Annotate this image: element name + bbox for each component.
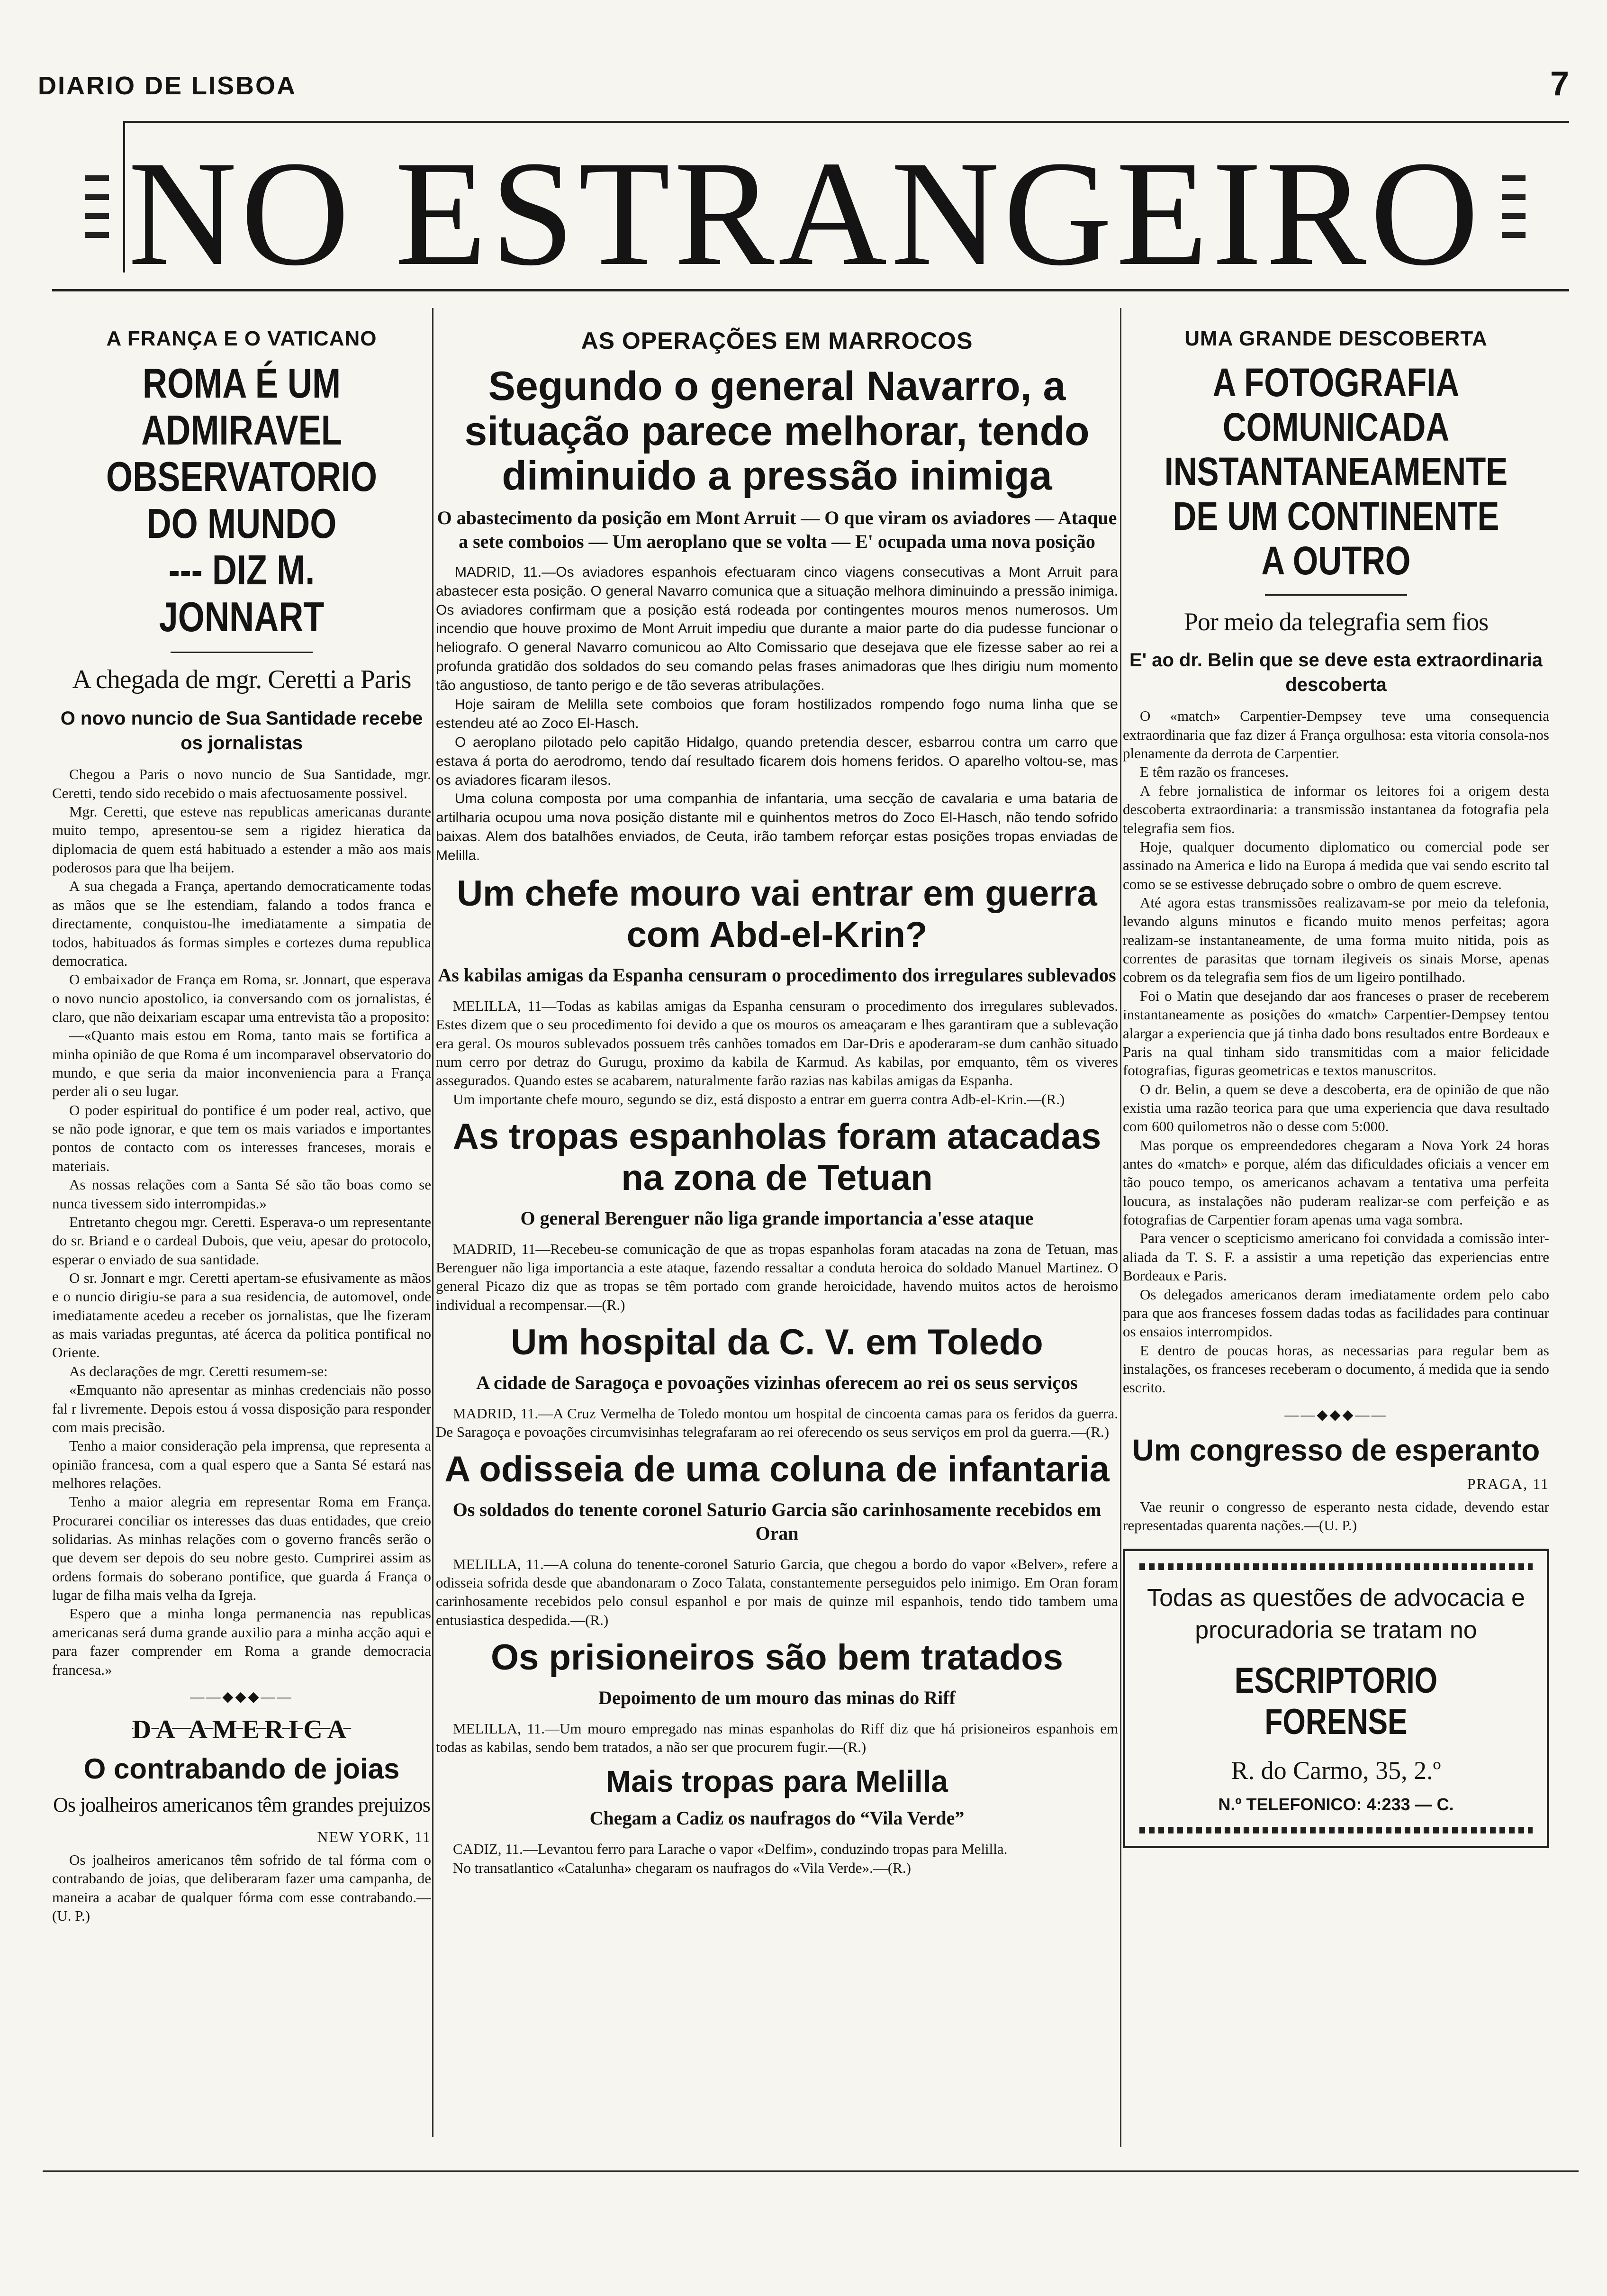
dateline-new-york: NEW YORK, 11 — [317, 1828, 431, 1845]
separator-ornament: ——◆◆◆—— — [190, 1688, 293, 1705]
column-center — [436, 308, 1118, 2142]
article-body-odisseia — [436, 1555, 1118, 1629]
column-left — [52, 308, 431, 2147]
article-body-tetuan — [436, 1240, 1118, 1314]
article-body-vatican — [52, 765, 431, 1679]
paragraph: —«Quanto mais estou em Roma, tanto mais se fortifica a minha opinião de que Roma é um incomparavel observatorio do mundo, e que seria da maior inconveniencia para a França perder ali o seu lugar. — [52, 1027, 431, 1100]
paragraph: MADRID, 11.—A Cruz Vermelha de Toledo montou um hospital de cincoenta camas para os feridos da guerra. De Saragoça e povoações circumvisinhas telegrafaram ao rei oferecendo os seus serviços em prol da guerra.—(R.) — [436, 1405, 1118, 1440]
paragraph: O poder espiritual do pontifice é um poder real, activo, que se não pode ignorar, e que tem os mais variados e importantes pontos de contacto com os interesses franceses, morais e materiais. — [52, 1101, 431, 1174]
dateline-praga: PRAGA, 11 — [1467, 1475, 1549, 1492]
paragraph: A sua chegada a França, apertando democraticamente todas as mãos que se lhe estendiam, falando a todos franca e directamente, conquistou-lhe imediatamente a simpatia de todos, habituados ás formas simples e cortezes duma republica democratica. — [52, 878, 431, 969]
paragraph: A febre jornalistica de informar os leitores foi a origem desta descoberta extraordinaria: a transmissão instantanea da fotografia pela telegrafia sem fios. — [1123, 782, 1549, 836]
paragraph: Hoje sairam de Melilla sete comboios que foram hostilizados rompendo fogo numa linha que se estendeu até ao Zoco El-Hasch. — [436, 697, 1118, 731]
paragraph: Tenho a maior consideração pela imprensa, que representa a opinião francesa, com a qual espero que a Santa Sé estará nas melhores relações. — [52, 1437, 431, 1491]
kicker-marrocos: AS OPERAÇÕES EM MARROCOS — [581, 327, 973, 354]
deck-oran: Os soldados do tenente coronel Saturio Garcia são carinhosamente recebidos em Oran — [452, 1498, 1101, 1544]
masthead-ornament-right — [1502, 175, 1526, 251]
headline-navarro: Segundo o general Navarro, a situação parece melhorar, tendo diminuido a pressão inimiga — [464, 363, 1090, 499]
headline-line-3: --- DIZ M. JONNART — [159, 546, 325, 640]
article-body-prisioneiros — [436, 1719, 1118, 1757]
column-right — [1123, 308, 1549, 2142]
paragraph: O sr. Jonnart e mgr. Ceretti apertam-se efusivamente as mãos e o nuncio dirigiu-se para a sua residencia, de automovel, onde imediatamente acedeu a receber os jornalistas, que lhe fizeram as mais variadas preguntas, até ácerca da politica pontifical no Oriente. — [52, 1269, 431, 1361]
paragraph: Os delegados americanos deram imediatamente ordem pelo cabo para que aos franceses fossem dadas todas as facilidades para continuar os ensaios interrompidos. — [1123, 1286, 1549, 1340]
paragraph: CADIZ, 11.—Levantou ferro para Larache o vapor «Delfim», conduzindo tropas para Melilla. — [453, 1841, 1008, 1858]
headline-contrabando: O contrabando de joias — [83, 1752, 400, 1785]
paragraph: Uma coluna composta por uma companhia de infantaria, uma secção de cavalaria e uma bataria de artilharia ocupou uma nova posição distante mil e quinhentos metros do Zoco El-Hasch, não tendo sofrido baixas. Alem dos batalhões enviados, de Ceuta, irão tambem reforçar estas posições tropas enviadas de Melilla. — [436, 791, 1118, 864]
section-masthead — [85, 130, 1526, 297]
paragraph: Até agora estas transmissões realizavam-se por meio da telefonia, levando alguns minutos e ficando muito menos perfeitas; agora realizam-se instantaneamente, de uma forma muito nitida, pois as correntes de parasitas que tornam ilegiveis os sinais Morse, apenas cobrem os da telegrafia sem fios de um ligeiro pontilhado. — [1123, 894, 1549, 986]
article-body-kabilas — [436, 997, 1118, 1108]
deck-kabilas: As kabilas amigas da Espanha censuram o procedimento dos irregulares sublevados — [438, 964, 1116, 986]
frame-top-rule — [123, 121, 1569, 123]
paragraph: Mgr. Ceretti, que esteve nas republicas americanas durante muito tempo, apresentou-se sem a rigidez hieratica da diplomacia de quem está habituado a estender a mão aos mais poderosos para que lha beijem. — [52, 803, 431, 876]
deck-berenguer: O general Berenguer não liga grande importancia a'esse ataque — [520, 1207, 1034, 1229]
headline-chefe-mouro: Um chefe mouro vai entrar em guerra com Abd-el-Krin? — [457, 873, 1097, 955]
ad-company-name-text: ESCRIPTORIO FORENSE — [1234, 1660, 1438, 1742]
deck-vila-verde: Chegam a Cadiz os naufragos do “Vila Verde” — [589, 1807, 965, 1829]
column-divider-1 — [432, 308, 433, 2137]
subheadline-ceretti: A chegada de mgr. Ceretti a Paris — [72, 665, 411, 695]
kicker-descoberta: UMA GRANDE DESCOBERTA — [1184, 327, 1488, 350]
paragraph: O embaixador de França em Roma, sr. Jonnart, que esperava o novo nuncio apostolico, ia conversando com os jornalistas, é claro, que não deixariam escapar uma entrevista tão a proposito: — [52, 971, 431, 1025]
paragraph: Os joalheiros americanos têm sofrido de tal fórma com o contrabando de joias, que deliberaram fazer uma campanha, de maneira a acabar de qualquer fórma com esse contrabando.—(U. P.) — [52, 1851, 431, 1924]
deck-riff: Depoimento de um mouro das minas do Riff — [598, 1687, 956, 1708]
ad-phone: N.º TELEFONICO: 4:233 — C. — [1218, 1794, 1454, 1814]
advertisement-escriptorio-forense — [1123, 1549, 1549, 1848]
article-body-esperanto — [1123, 1497, 1549, 1535]
deck-joalheiros: Os joalheiros americanos têm grandes prejuizos — [53, 1793, 430, 1816]
article-body-fotografia — [1123, 707, 1549, 1397]
paragraph: No transatlantico «Catalunha» chegaram os naufragos do «Vila Verde».—(R.) — [453, 1859, 911, 1876]
deck-navarro: O abastecimento da posição em Mont Arruit — O que viram os aviadores — Ataque a sete comboios — Um aeroplano que se volta — E' ocupada uma nova posição — [437, 507, 1117, 552]
paragraph: MELILLA, 11.—A coluna do tenente-coronel Saturio Garcia, que chegou a bordo do vapor «Belver», refere a odisseia sofrida desde que abandonaram o Zoco Talata, constantemente perseguidos pelo inimigo. Em Oran foram carinhosamente recebidos pelo consul espanhol e por mais de quinze mil espanhois, tendo tido tambem uma entusiastica despedida.—(R.) — [436, 1555, 1118, 1628]
paragraph: O dr. Belin, a quem se deve a descoberta, era de opinião de que não existia uma razão teorica para que uma experiencia que dava resultado com 600 quilometros não o desse com 5:000. — [1123, 1080, 1549, 1135]
paragraph: As nossas relações com a Santa Sé são tão boas como se nunca tivessem sido interrompidas.» — [52, 1176, 431, 1212]
deck-saragoca: A cidade de Saragoça e povoações vizinhas oferecem ao rei os seus serviços — [476, 1371, 1078, 1393]
headline-line-2: OBSERVATORIO DO MUNDO — [106, 453, 378, 547]
paragraph: Um importante chefe mouro, segundo se diz, está disposto a entrar em guerra contra Adb-el-Krin.—(R.) — [453, 1090, 1065, 1107]
headline-fotografia-text: A FOTOGRAFIA COMUNICADA INSTANTANEAMENTE DE UM CONTINENTE A OUTRO — [1164, 360, 1508, 583]
paragraph: «Emquanto não apresentar as minhas credenciais não posso fal r livremente. Depois estou á vossa disposição para responder com mais precisão. — [52, 1381, 431, 1435]
paragraph: MELILLA, 11—Todas as kabilas amigas da Espanha censuram o procedimento dos irregulares sublevados. Estes dizem que o seu procedimento foi devido a que os mouros os ameaçaram e lhes garantiram que a sublevação era geral. Os mouros sublevados possuem três canhões tomados em Dar-Dris e apoderaram-se dum canhão situado num cerro por detraz do Gurugu, proximo da kabila de Karmud. As kabilas, por emquanto, têm os viveres assegurados. Quando estes se acabarem, naturalmente farão razias nas kabilas amigas da Espanha. — [436, 997, 1118, 1089]
page-number: 7 — [1550, 65, 1569, 103]
paragraph: MADRID, 11—Recebeu-se comunicação de que as tropas espanholas foram atacadas na zona de Tetuan, mas Berenguer não liga importancia a este ataque, fazendo ressaltar a conduta heroica do soldado Manuel Martinez. O general Picazo diz que as tropas se têm portado com grande heroicidade, havendo muitos actos de heroismo individual a recompensar.—(R.) — [436, 1240, 1118, 1313]
kicker-france-vatican: A FRANÇA E O VATICANO — [106, 327, 377, 350]
newspaper-name: DIARIO DE LISBOA — [38, 72, 297, 100]
article-body-contrabando — [52, 1851, 431, 1925]
headline-fotografia — [1123, 360, 1549, 583]
paragraph: Foi o Matin que desejando dar aos franceses o praser de receberem instantaneamente as posições do «match» Carpentier-Dempsey tentou alargar a experiencia que já tinha dado bons resultados entre Bordeaux e Paris na qual tinham sido transmitidas com a maior felicidade fotografias, figuras geometricas e textos manuscritos. — [1123, 987, 1549, 1079]
article-body-mais-tropas — [436, 1840, 1118, 1877]
headline-hospital: Um hospital da C. V. em Toledo — [511, 1322, 1043, 1363]
headline-prisioneiros: Os prisioneiros são bem tratados — [491, 1637, 1063, 1678]
paragraph: Vae reunir o congresso de esperanto nesta cidade, devendo estar representadas quarenta nações.—(U. P.) — [1123, 1498, 1549, 1534]
divider — [171, 652, 313, 653]
ad-tagline: Todas as questões de advocacia e procuradoria se tratam no — [1147, 1584, 1525, 1644]
subheadline-telegrafia: Por meio da telegrafia sem fios — [1183, 608, 1489, 636]
paragraph: Chegou a Paris o novo nuncio de Sua Santidade, mgr. Ceretti, tendo sido recebido o mais afectuosamente possivel. — [52, 766, 431, 801]
paragraph: E dentro de poucas horas, as necessarias para regular bem as instalações, os franceses receberam o documento, á medida que ia sendo escrito. — [1123, 1342, 1549, 1396]
headline-roma — [52, 360, 431, 640]
separator-ornament: ——◆◆◆—— — [1284, 1407, 1388, 1423]
headline-tetuan: As tropas espanholas foram atacadas na zona de Tetuan — [452, 1116, 1101, 1198]
paragraph: Entretanto chegou mgr. Ceretti. Esperava-o um representante do sr. Briand e o cardeal Dubois, que veiu, apesar do protocolo, esperar o enviado de sua santidade. — [52, 1213, 431, 1268]
article-body-navarro — [436, 563, 1118, 865]
paragraph: Mas porque os empreendedores chegaram a Nova York 24 horas antes do «match» e porque, além das dificuldades oficiais a vencer em tão pouco tempo, os americanos achavam a tentativa uma perfeita loucura, as instalações não puderam realizar-se com perfeição e as fotografias de Carpentier foram apenas uma vaga sombra. — [1123, 1136, 1549, 1228]
paragraph: O aeroplano pilotado pelo capitão Hidalgo, quando pretendia descer, esbarrou contra um carro que estava á porta do aerodromo, tendo daí resultado ficarem dois homens feridos. O aparelho voltou-se, mas os aviadores ficaram ilesos. — [436, 734, 1118, 788]
paragraph: Tenho a maior alegria em representar Roma em França. Procurarei conciliar os interesses das duas entidades, que creio solidarias. As minhas relações com o governo francês serão o que devem ser depois do seu nobre gesto. Cumprirei assim as ordens formais do soberano pontifice, que guarda á França o lugar de filha mais velha da Igreja. — [52, 1493, 431, 1604]
paragraph: E têm razão os franceses. — [1140, 763, 1289, 780]
masthead-ornament-left — [85, 175, 109, 251]
paragraph: Para vencer o scepticismo americano foi convidada a comissão inter-aliada da T. S. F. a assistir a uma repetição das experiencias entre Bordeaux e Paris. — [1123, 1230, 1549, 1284]
paragraph: MELILLA, 11.—Um mouro empregado nas minas espanholas do Riff diz que há prisioneiros espanhois em todas as kabilas, sendo bem tratados, a não ser que procurem fugir.—(R.) — [436, 1720, 1118, 1755]
paragraph: O «match» Carpentier-Dempsey teve uma consequencia extraordinaria que faz dizer á França orgulhosa: esta vitoria consola-nos plenamente da derrota de Carpentier. — [1123, 708, 1549, 762]
ad-border-ornament — [1139, 1563, 1533, 1570]
masthead-rule — [52, 289, 1569, 291]
headline-line-1: ROMA É UM ADMIRAVEL — [141, 360, 342, 454]
article-body-hospital — [436, 1404, 1118, 1442]
deck-belin: E' ao dr. Belin que se deve esta extraordinaria descoberta — [1129, 650, 1543, 696]
divider — [1265, 594, 1407, 596]
headline-esperanto: Um congresso de esperanto — [1132, 1433, 1540, 1467]
ad-address: R. do Carmo, 35, 2.º — [1231, 1756, 1441, 1785]
headline-odisseia: A odisseia de uma coluna de infantaria — [444, 1449, 1110, 1490]
paragraph: Hoje, qualquer documento diplomatico ou comercial pode ser assinado na America e lido na Europa á medida que vai sendo escrito tal como se se estivesse debruçado sobre o ombro de quem escreve. — [1123, 838, 1549, 892]
masthead-title: NO ESTRANGEIRO — [128, 130, 1483, 297]
page-bottom-rule — [43, 2170, 1579, 2172]
paragraph: Espero que a minha longa permanencia nas republicas americanas será duma grande auxilio para a minha acção aqui e para fazer comprender em Roma a grande democracia francesa.» — [52, 1605, 431, 1678]
paragraph: MADRID, 11.—Os aviadores espanhois efectuaram cinco viagens consecutivas a Mont Arruit para abastecer esta posição. O general Navarro comunica que a situação melhora diminuindo a pressão inimiga. Os aviadores confirmam que a posição está rodeada por contingentes mouros menos numerosos. Um incendio que houve proximo de Mont Arruit impediu que durante a maior parte do dia pudesse funcionar o heliografo. O general Navarro comunicou ao Alto Comissario que desejava que ele fizesse saber ao rei a profunda gratidão dos soldados do seu comando pelas frases animadoras que lhes dirigiu num momento tão angustioso, de tanto perigo e de tão severas atribulações. — [436, 564, 1118, 694]
deck-nuncio: O novo nuncio de Sua Santidade recebe os jornalistas — [60, 708, 423, 754]
ad-company-name — [1139, 1660, 1533, 1742]
headline-mais-tropas: Mais tropas para Melilla — [605, 1764, 948, 1799]
paragraph: As declarações de mgr. Ceretti resumem-se: — [69, 1362, 328, 1379]
column-divider-2 — [1120, 308, 1121, 2147]
ad-border-ornament — [1139, 1827, 1533, 1833]
running-header — [38, 57, 1569, 109]
section-da-america: DA AMERICA — [132, 1715, 352, 1744]
